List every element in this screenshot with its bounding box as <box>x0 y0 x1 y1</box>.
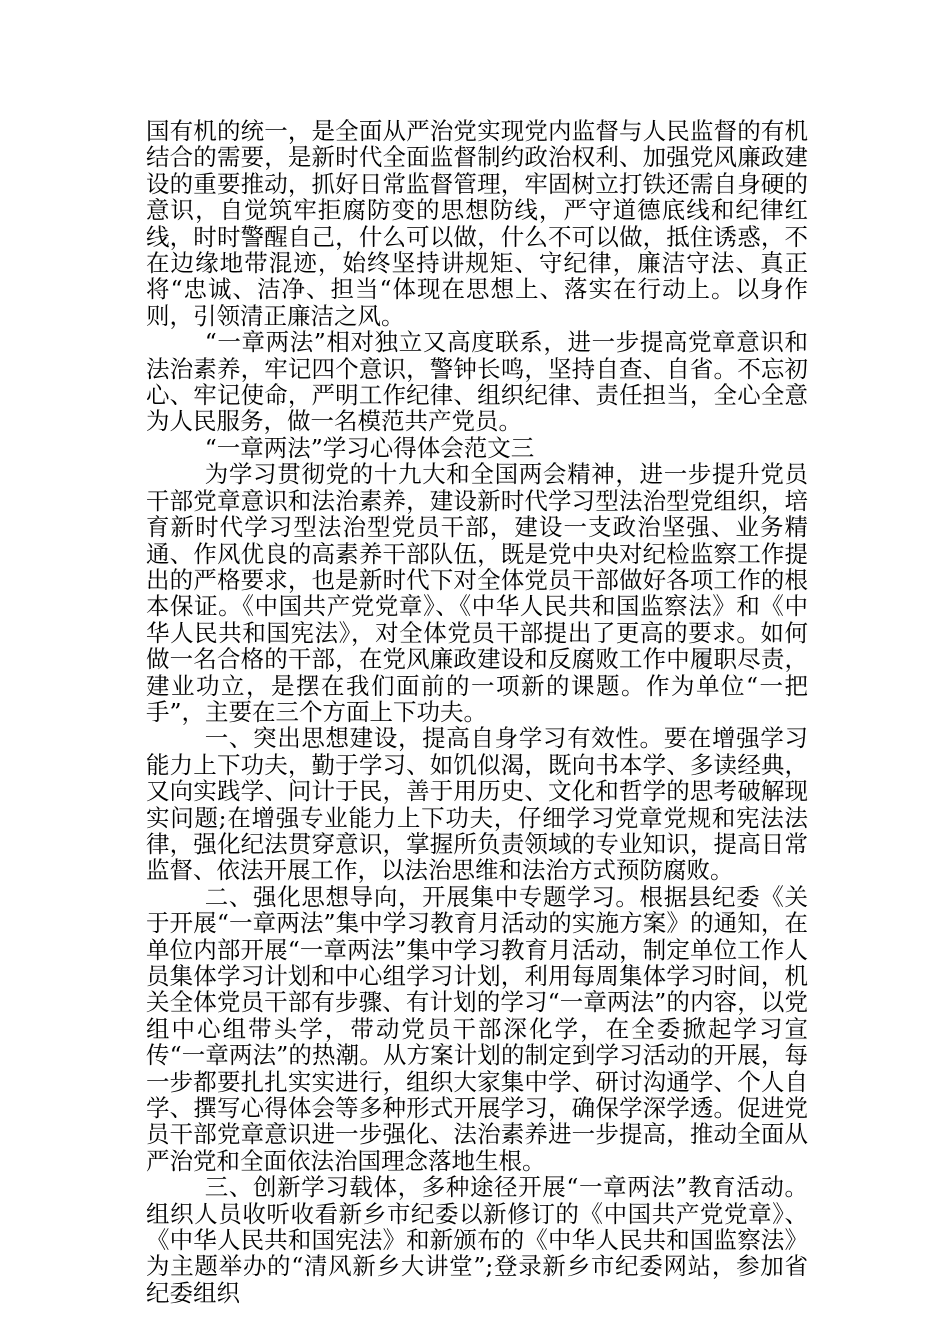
paragraph-7: 三、创新学习载体，多种途径开展“一章两法”教育活动。组织人员收听收看新乡市纪委以新修订的《中国共产党党章》、《中华人民共和国宪法》和新颁布的《中华人民共和国监察法》为主题举办的“清风新乡大讲堂”;登录新乡市纪委网站，参加省纪委组织 <box>146 1173 808 1307</box>
section-heading: “一章两法”学习心得体会范文三 <box>204 433 535 462</box>
paragraph-1: 国有机的统一，是全面从严治党实现党内监督与人民监督的有机结合的需要，是新时代全面监督制约政治权利、加强党风廉政建设的重要推动，抓好日常监督管理，牢固树立打铁还需自身硬的意识，自觉筑牢拒腐防变的思想防线，严守道德底线和纪律红线，时时警醒自己，什么可以做，什么不可以做，抵住诱惑，不在边缘地带混迹，始终坚持讲规矩、守纪律，廉洁守法、真正将“忠诚、洁净、担当“体现在思想上、落实在行动上。以身作则，引领清正廉洁之风。 <box>146 117 808 330</box>
paragraph-6: 二、强化思想导向，开展集中专题学习。根据县纪委《关于开展“一章两法”集中学习教育月活动的实施方案》的通知，在单位内部开展“一章两法”集中学习教育月活动，制定单位工作人员集体学习计划和中心组学习计划，利用每周集体学习时间，机关全体党员干部有步骤、有计划的学习“一章两法”的内容，以党组中心组带头学，带动党员干部深化学，在全委掀起学习宣传“一章两法”的热潮。从方案计划的制定到学习活动的开展，每一步都要扎扎实实进行，组织大家集中学、研讨沟通学、个人自学、撰写心得体会等多种形式开展学习，确保学深学透。促进党员干部党章意识进一步强化、法治素养进一步提高，推动全面从严治党和全面依法治国理念落地生根。 <box>146 882 808 1175</box>
paragraph-2: “一章两法”相对独立又高度联系，进一步提高党章意识和法治素养，牢记四个意识，警钟长鸣，坚持自查、自省。不忘初心、牢记使命，严明工作纪律、组织纪律、责任担当，全心全意为人民服务，做一名模范共产党员。 <box>146 328 808 436</box>
paragraph-4: 为学习贯彻党的十九大和全国两会精神，进一步提升党员干部党章意识和法治素养，建设新时代学习型法治型党组织，培育新时代学习型法治型党员干部，建设一支政治坚强、业务精通、作风优良的高素养干部队伍，既是党中央对纪检监察工作提出的严格要求，也是新时代下对全体党员干部做好各项工作的根本保证。《中国共产党党章》、《中华人民共和国监察法》和《中华人民共和国宪法》，对全体党员干部提出了更高的要求。如何做一名合格的干部，在党风廉政建设和反腐败工作中履职尽责，建业功立，是摆在我们面前的一项新的课题。作为单位“一把手”，主要在三个方面上下功夫。 <box>146 460 808 726</box>
paragraph-5: 一、突出思想建设，提高自身学习有效性。要在增强学习能力上下功夫，勤于学习、如饥似渴，既向书本学、多读经典，又向实践学、问计于民，善于用历史、文化和哲学的思考破解现实问题;在增强专业能力上下功夫，仔细学习党章党规和宪法法律，强化纪法贯穿意识，掌握所负责领域的专业知识，提高日常监督、依法开展工作，以法治思维和法治方式预防腐败。 <box>146 724 808 885</box>
document-page <box>146 118 808 1306</box>
